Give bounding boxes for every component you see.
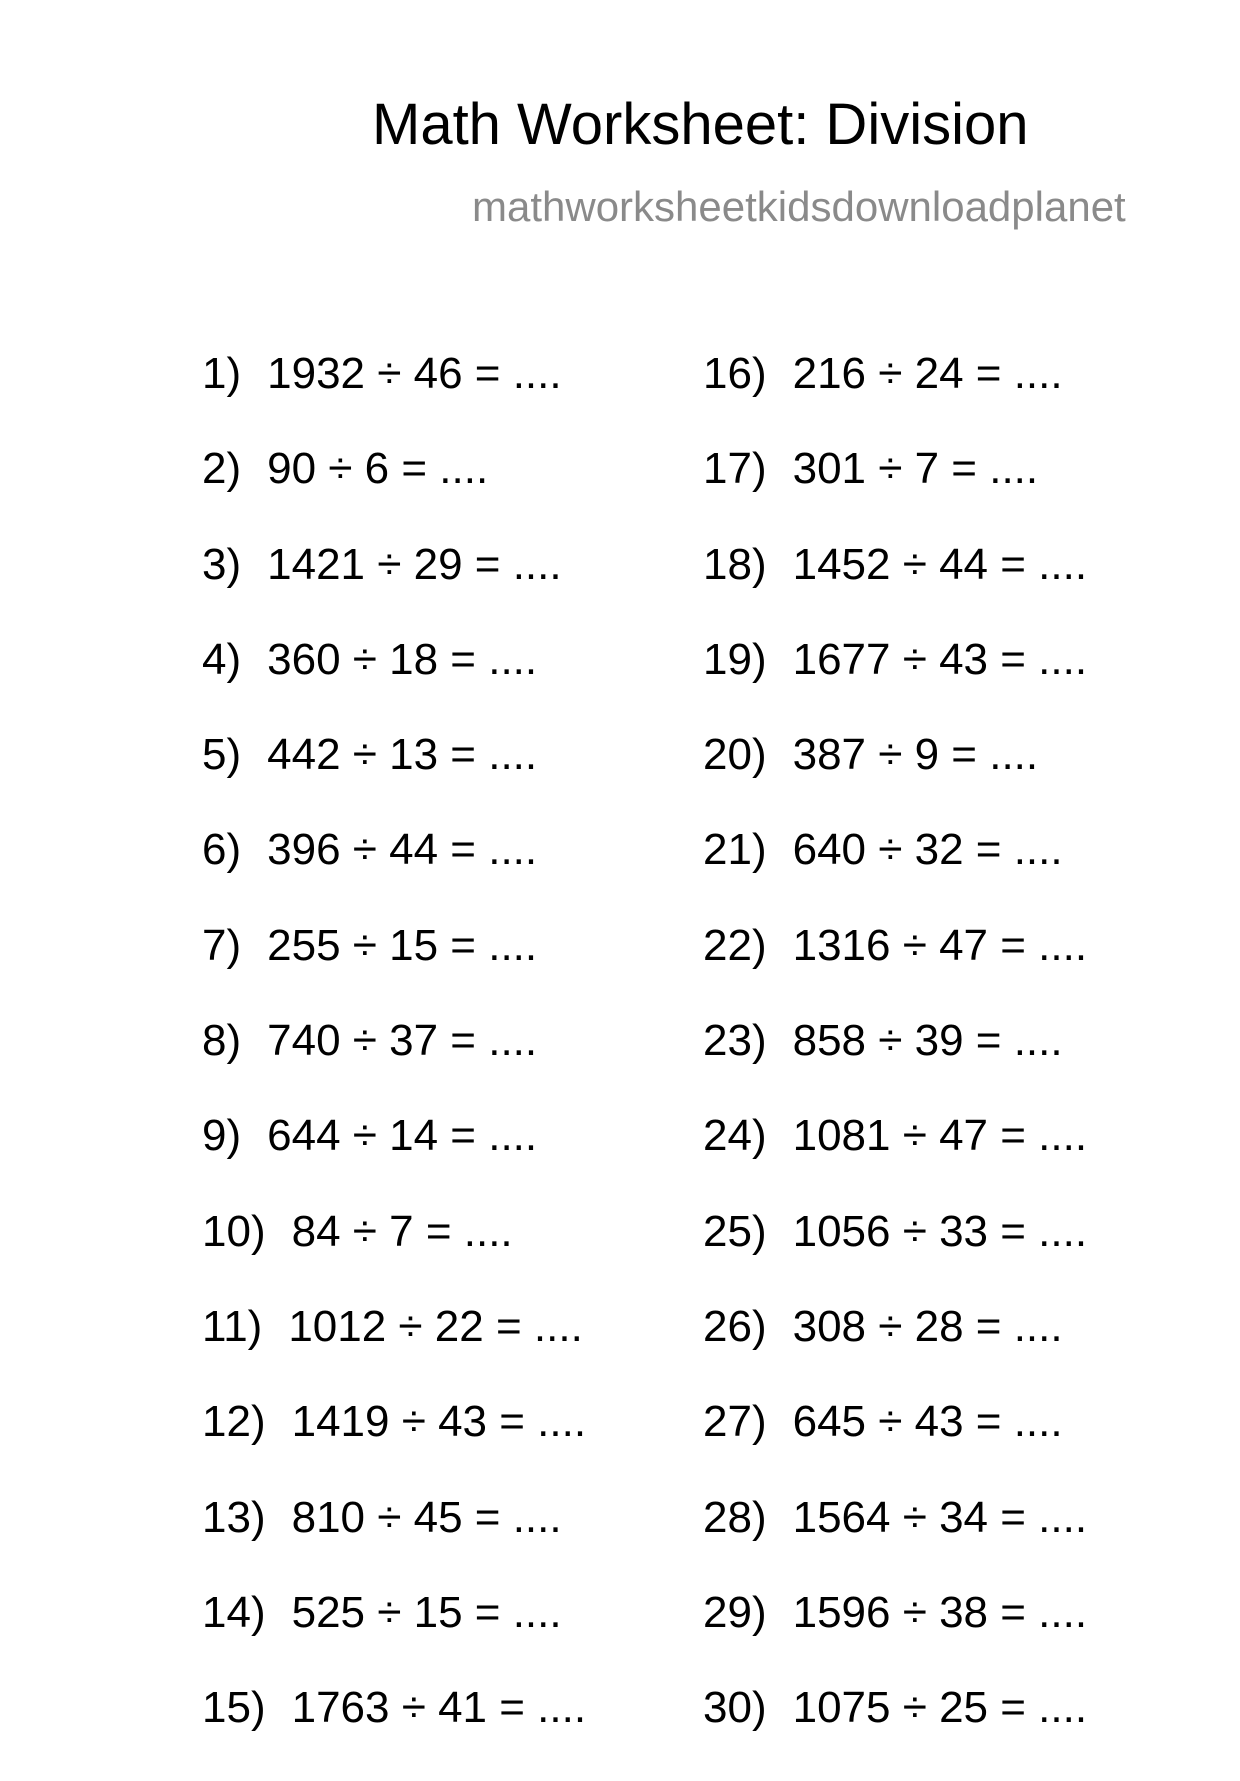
problem-7 <box>202 920 586 1019</box>
problem-expression: 1075 ÷ 25 = .... <box>792 1683 1088 1733</box>
problem-10 <box>202 1206 586 1305</box>
problem-number: 17) <box>703 444 767 494</box>
problem-expression: 644 ÷ 14 = .... <box>267 1111 538 1161</box>
problem-expression: 387 ÷ 9 = .... <box>792 730 1039 780</box>
page-subtitle: mathworksheetkidsdownloadplanet <box>472 183 1126 230</box>
problem-expression: 1316 ÷ 47 = .... <box>792 920 1088 970</box>
problem-number: 16) <box>703 349 767 398</box>
problem-number: 12) <box>202 1397 266 1447</box>
problem-expression: 810 ÷ 45 = .... <box>291 1492 562 1542</box>
problem-number: 9) <box>202 1111 242 1161</box>
problem-number: 27) <box>703 1397 767 1447</box>
problem-6 <box>202 825 586 923</box>
problem-30 <box>703 1683 1088 1781</box>
problem-22 <box>703 920 1088 1019</box>
problem-expression: 1419 ÷ 43 = .... <box>291 1397 587 1447</box>
problem-expression: 216 ÷ 24 = .... <box>792 349 1063 398</box>
problem-number: 5) <box>202 730 242 780</box>
problem-number: 29) <box>703 1587 767 1637</box>
problem-21 <box>703 825 1087 923</box>
problem-number: 1) <box>202 349 242 398</box>
problem-26 <box>703 1301 1087 1400</box>
problem-number: 15) <box>202 1683 266 1733</box>
problem-expression: 1932 ÷ 46 = .... <box>267 349 562 398</box>
problem-expression: 1452 ÷ 44 = .... <box>792 539 1088 589</box>
problem-number: 21) <box>703 825 767 875</box>
problem-29 <box>703 1587 1088 1686</box>
problem-number: 6) <box>202 825 242 875</box>
problem-expression: 858 ÷ 39 = .... <box>792 1016 1063 1066</box>
problem-number: 24) <box>703 1111 767 1161</box>
problem-1 <box>202 349 586 447</box>
problem-number: 18) <box>703 539 767 589</box>
problem-18 <box>703 539 1088 638</box>
problem-number: 20) <box>703 730 767 780</box>
problem-expression: 1763 ÷ 41 = .... <box>291 1683 587 1733</box>
problem-number: 11) <box>202 1301 263 1351</box>
problem-9 <box>202 1111 586 1209</box>
problem-expression: 1677 ÷ 43 = .... <box>792 634 1088 684</box>
problem-expression: 1421 ÷ 29 = .... <box>267 539 562 589</box>
problem-expression: 442 ÷ 13 = .... <box>267 730 538 780</box>
problem-number: 8) <box>202 1016 242 1066</box>
problem-expression: 1056 ÷ 33 = .... <box>792 1206 1088 1256</box>
problem-number: 14) <box>202 1587 266 1637</box>
problem-19 <box>703 634 1088 733</box>
problem-4 <box>202 634 586 733</box>
problem-number: 23) <box>703 1016 767 1066</box>
problem-11 <box>202 1301 586 1400</box>
problem-expression: 301 ÷ 7 = .... <box>792 444 1039 494</box>
problem-expression: 90 ÷ 6 = .... <box>267 444 489 494</box>
problem-expression: 645 ÷ 43 = .... <box>792 1397 1063 1447</box>
problem-number: 4) <box>202 634 242 684</box>
problem-5 <box>202 730 586 828</box>
problem-2 <box>202 444 586 542</box>
problem-number: 25) <box>703 1206 767 1256</box>
problem-25 <box>703 1206 1088 1305</box>
problem-8 <box>202 1016 586 1114</box>
page-title: Math Worksheet: Division <box>372 92 1029 157</box>
problem-15 <box>202 1683 587 1781</box>
problem-number: 2) <box>202 444 242 494</box>
problem-14 <box>202 1587 586 1686</box>
problem-column-right <box>703 349 1088 1781</box>
problem-number: 13) <box>202 1492 266 1542</box>
problem-expression: 84 ÷ 7 = .... <box>291 1206 513 1256</box>
problem-28 <box>703 1492 1088 1591</box>
problem-expression: 1596 ÷ 38 = .... <box>792 1587 1088 1637</box>
problem-number: 22) <box>703 920 767 970</box>
problem-16 <box>703 349 1087 447</box>
problem-column-left <box>202 349 587 1781</box>
problem-number: 7) <box>202 920 242 970</box>
problem-13 <box>202 1492 586 1591</box>
problem-number: 30) <box>703 1683 767 1733</box>
problem-number: 26) <box>703 1301 767 1351</box>
problem-number: 10) <box>202 1206 266 1256</box>
problem-expression: 1012 ÷ 22 = .... <box>288 1301 583 1351</box>
problem-expression: 255 ÷ 15 = .... <box>267 920 538 970</box>
problem-expression: 360 ÷ 18 = .... <box>267 634 538 684</box>
problem-expression: 740 ÷ 37 = .... <box>267 1016 538 1066</box>
problem-expression: 396 ÷ 44 = .... <box>267 825 538 875</box>
problem-expression: 308 ÷ 28 = .... <box>792 1301 1063 1351</box>
problem-expression: 525 ÷ 15 = .... <box>291 1587 562 1637</box>
problem-number: 3) <box>202 539 242 589</box>
problem-number: 19) <box>703 634 767 684</box>
problem-23 <box>703 1016 1087 1114</box>
problem-12 <box>202 1397 587 1495</box>
problem-expression: 1564 ÷ 34 = .... <box>792 1492 1088 1542</box>
problem-27 <box>703 1397 1087 1495</box>
problem-number: 28) <box>703 1492 767 1542</box>
problem-17 <box>703 444 1087 542</box>
problem-20 <box>703 730 1087 828</box>
problem-3 <box>202 539 586 638</box>
problem-expression: 1081 ÷ 47 = .... <box>792 1111 1088 1161</box>
problem-24 <box>703 1111 1088 1209</box>
problem-expression: 640 ÷ 32 = .... <box>792 825 1063 875</box>
